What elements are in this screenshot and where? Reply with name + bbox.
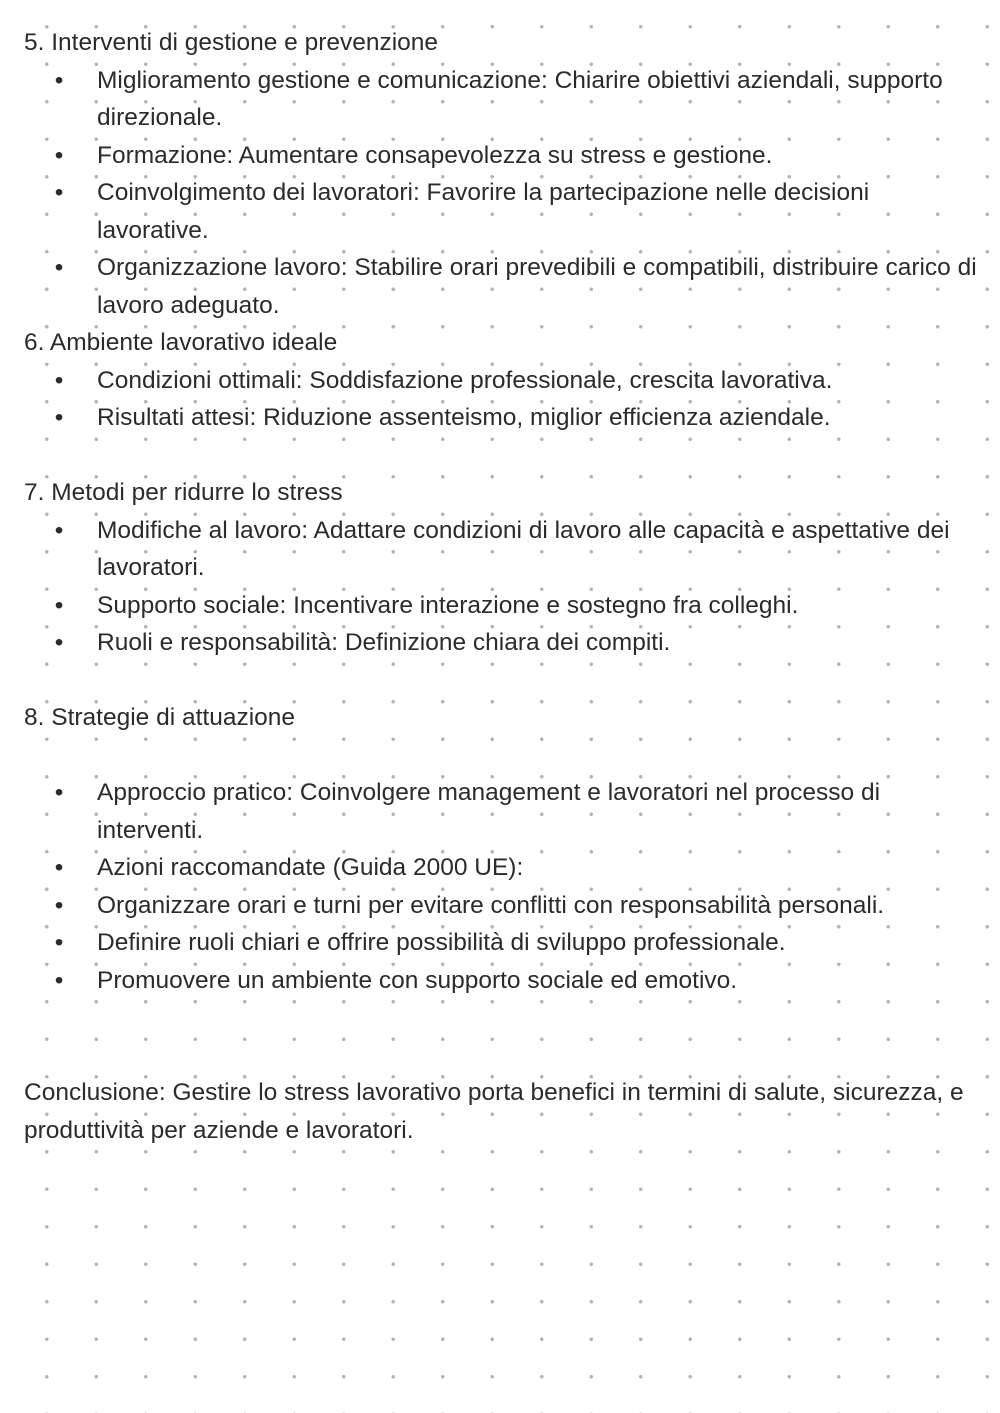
blank-line [24, 737, 979, 775]
list-item-text: Risultati attesi: Riduzione assenteismo, miglior efficienza aziendale. [97, 404, 831, 431]
bullet-icon: • [54, 141, 64, 169]
list-item [24, 62, 979, 137]
list-item [24, 924, 979, 962]
bullet-icon: • [54, 366, 64, 394]
bullet-icon: • [54, 404, 64, 431]
list-item-text: Supporto sociale: Incentivare interazione e sostegno fra colleghi. [97, 591, 799, 619]
list-item-text: Formazione: Aumentare consapevolezza su stress e gestione. [97, 141, 773, 169]
list-item [24, 137, 979, 175]
section-heading: 8. Strategie di attuazione [24, 704, 296, 731]
list-item-text: Ruoli e responsabilità: Definizione chiara dei compiti. [97, 629, 671, 656]
bullet-icon: • [54, 179, 64, 206]
note-page [24, 24, 979, 1149]
list-item [24, 887, 979, 925]
list-item [24, 774, 979, 849]
bullet-icon: • [54, 591, 64, 619]
list-item-text: Miglioramento gestione e comunicazione: Chiarire obiettivi aziendali, supporto direzionale. [97, 66, 943, 131]
bullet-list [24, 774, 979, 999]
bullet-list [24, 512, 979, 662]
blank-line [24, 662, 979, 700]
bullet-icon: • [54, 929, 64, 956]
conclusion-paragraph: Conclusione: Gestire lo stress lavorativo porta benefici in termini di salute, sicurezza, e produttività per aziende e lavoratori. [24, 1079, 964, 1144]
bullet-list [24, 362, 979, 437]
bullet-icon: • [54, 66, 64, 94]
list-item-text: Coinvolgimento dei lavoratori: Favorire la partecipazione nelle decisioni lavorative. [97, 179, 870, 244]
list-item-text: Organizzare orari e turni per evitare conflitti con responsabilità personali. [97, 891, 885, 919]
list-item [24, 849, 979, 887]
blank-line [24, 1037, 979, 1075]
list-item-text: Modifiche al lavoro: Adattare condizioni di lavoro alle capacità e aspettative dei lavoratori. [97, 516, 950, 581]
bullet-icon: • [54, 629, 64, 656]
bullet-icon: • [54, 516, 64, 544]
blank-line [24, 999, 979, 1037]
list-item-text: Condizioni ottimali: Soddisfazione professionale, crescita lavorativa. [97, 366, 833, 394]
list-item [24, 249, 979, 324]
bullet-icon: • [54, 779, 64, 806]
bullet-list [24, 62, 979, 325]
bullet-icon: • [54, 891, 64, 919]
list-item-text: Approccio pratico: Coinvolgere management e lavoratori nel processo di interventi. [97, 779, 881, 844]
list-item [24, 512, 979, 587]
section-heading: 6. Ambiente lavorativo ideale [24, 329, 338, 356]
section-ideal-environment [24, 324, 979, 437]
section-strategies [24, 699, 979, 999]
list-item [24, 624, 979, 662]
section-heading: 5. Interventi di gestione e prevenzione [24, 29, 439, 56]
list-item [24, 399, 979, 437]
section-stress-methods [24, 474, 979, 662]
list-item [24, 587, 979, 625]
list-item-text: Definire ruoli chiari e offrire possibilità di sviluppo professionale. [97, 929, 786, 956]
blank-line [24, 437, 979, 475]
list-item [24, 962, 979, 1000]
bullet-icon: • [54, 254, 64, 281]
list-item-text: Azioni raccomandate (Guida 2000 UE): [97, 854, 524, 881]
list-item [24, 174, 979, 249]
section-interventions [24, 24, 979, 324]
bullet-icon: • [54, 854, 64, 881]
bullet-icon: • [54, 966, 64, 994]
list-item-text: Promuovere un ambiente con supporto sociale ed emotivo. [97, 966, 738, 994]
list-item [24, 362, 979, 400]
list-item-text: Organizzazione lavoro: Stabilire orari prevedibili e compatibili, distribuire carico di lavoro adeguato. [97, 254, 977, 319]
section-heading: 7. Metodi per ridurre lo stress [24, 479, 343, 506]
